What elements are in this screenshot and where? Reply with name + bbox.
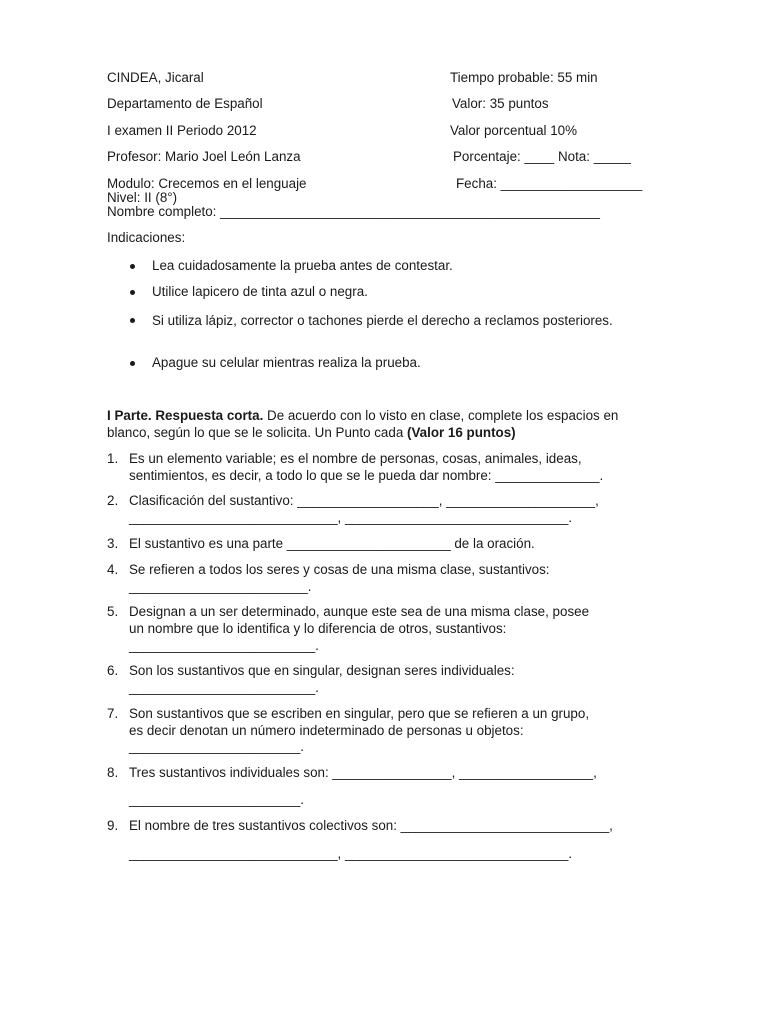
question-line: un nombre que lo identifica y lo diferencia de otros, sustantivos: xyxy=(129,621,507,636)
question-number: 6. xyxy=(107,663,119,678)
full-name-field: Nombre completo: ___________________________________________________ xyxy=(107,204,600,219)
bullet-icon xyxy=(130,318,135,323)
question-number: 4. xyxy=(107,562,119,577)
bullet-icon xyxy=(130,290,135,295)
question-number: 3. xyxy=(107,536,119,551)
question-line: Designan a un ser determinado, aunque este sea de una misma clase, posee xyxy=(129,604,590,619)
question-line: El nombre de tres sustantivos colectivos son: ____________________________, xyxy=(129,818,613,833)
question-line: Son los sustantivos que en singular, designan seres individuales: xyxy=(129,663,515,678)
part1-intro-text: De acuerdo con lo visto en clase, complete los espacios en blanco, según lo que se le solicita. Un Punto cada xyxy=(107,408,619,440)
exam-value: Valor: 35 puntos xyxy=(452,96,549,111)
part1-value: (Valor 16 puntos) xyxy=(407,425,516,440)
question-line: Es un elemento variable; es el nombre de personas, cosas, animales, ideas, xyxy=(129,451,582,466)
question-line: El sustantivo es una parte ______________________ de la oración. xyxy=(129,536,535,551)
question-number: 7. xyxy=(107,706,119,721)
instruction-item: Lea cuidadosamente la prueba antes de contestar. xyxy=(152,258,453,273)
question-number: 1. xyxy=(107,451,119,466)
question-line: _______________________. xyxy=(129,792,305,807)
instructions-title: Indicaciones: xyxy=(107,230,186,245)
question-line: Se refieren a todos los seres y cosas de una misma clase, sustantivos: xyxy=(129,562,550,577)
question-number: 8. xyxy=(107,765,119,780)
question-number: 2. xyxy=(107,493,119,508)
question-line: es decir denotan un número indeterminado de personas u objetos: xyxy=(129,723,524,738)
question-line: Tres sustantivos individuales son: ________________, __________________, xyxy=(129,765,597,780)
question-line: ____________________________, ______________________________. xyxy=(129,510,573,525)
instruction-item: Si utiliza lápiz, corrector o tachones pierde el derecho a reclamos posteriores. xyxy=(152,313,613,328)
question-line: ________________________. xyxy=(129,579,312,594)
instruction-item: Utilice lapicero de tinta azul o negra. xyxy=(152,284,368,299)
bullet-icon xyxy=(130,361,135,366)
score-field: Porcentaje: ____ Nota: _____ xyxy=(453,149,631,164)
question-number: 5. xyxy=(107,604,119,619)
time-estimate: Tiempo probable: 55 min xyxy=(450,70,598,85)
question-line: _______________________. xyxy=(129,739,305,754)
bullet-icon xyxy=(130,264,135,269)
instruction-item: Apague su celular mientras realiza la prueba. xyxy=(152,355,421,370)
question-line: _________________________. xyxy=(129,680,319,695)
question-line: Clasificación del sustantivo: ___________________, ____________________, xyxy=(129,493,599,508)
exam-title: I examen II Periodo 2012 xyxy=(107,123,257,138)
question-line: ____________________________, ______________________________. xyxy=(129,846,573,861)
percent-value: Valor porcentual 10% xyxy=(450,123,578,138)
teacher: Profesor: Mario Joel León Lanza xyxy=(107,149,301,164)
department: Departamento de Español xyxy=(107,96,263,111)
part1-intro xyxy=(107,407,660,441)
question-number: 9. xyxy=(107,818,119,833)
school-name: CINDEA, Jicaral xyxy=(107,70,204,85)
question-line: sentimientos, es decir, a todo lo que se le pueda dar nombre: ______________. xyxy=(129,468,604,483)
module: Modulo: Crecemos en el lenguaje xyxy=(107,176,307,191)
part1-title: I Parte. Respuesta corta. xyxy=(107,408,264,423)
date-field: Fecha: ___________________ xyxy=(456,176,643,191)
level: Nivel: II (8°) xyxy=(107,190,178,205)
question-line: _________________________. xyxy=(129,638,319,653)
question-line: Son sustantivos que se escriben en singular, pero que se refieren a un grupo, xyxy=(129,706,590,721)
